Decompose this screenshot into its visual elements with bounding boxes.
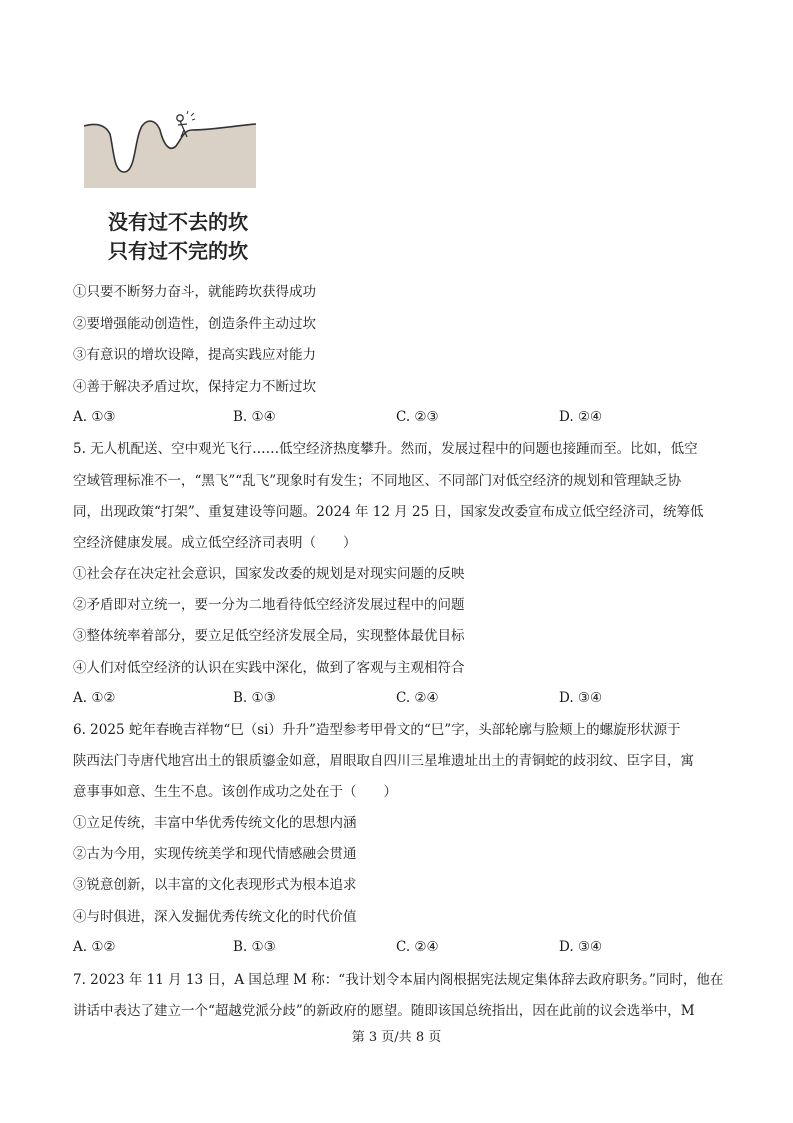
q6-item-2: ②古为今用，实现传统美学和现代情感融会贯通	[73, 846, 357, 862]
q5-stem-1: 5. 无人机配送、空中观光飞行……低空经济热度攀升。然而，发展过程中的问题也接踵而至。比如，低空	[73, 441, 698, 457]
page-number: 第 3 页/共 8 页	[351, 1030, 442, 1045]
q5-stem-2: 空域管理标准不一，“黑飞”“乱飞”现象时有发生；不同地区、不同部门对低空经济的规划和管理缺乏协	[73, 473, 682, 489]
q4-options	[73, 409, 733, 427]
q6-option-b[interactable]: B. ①③	[233, 939, 276, 955]
q5-option-c[interactable]: C. ②④	[396, 690, 439, 706]
q6-option-d[interactable]: D. ③④	[559, 939, 603, 955]
caption-line-1: 没有过不去的坎	[108, 210, 248, 234]
q5-stem-3: 同，出现政策“打架”、重复建设等问题。2024 年 12 月 25 日，国家发改委宣布成立低空经济司，统筹低	[73, 504, 704, 520]
q4-item-1: ①只要不断努力奋斗，就能跨坎获得成功	[73, 284, 316, 300]
q4-option-a[interactable]: A. ①③	[73, 409, 116, 425]
q5-item-2: ②矛盾即对立统一，要一分为二地看待低空经济发展过程中的问题	[73, 597, 465, 613]
q4-item-2: ②要增强能动创造性，创造条件主动过坎	[73, 316, 316, 332]
q7-stem-1: 7. 2023 年 11 月 13 日，A 国总理 M 称：“我计划令本届内阁根据宪法规定集体辞去政府职务。”同时，他在	[73, 972, 724, 988]
q6-option-a[interactable]: A. ①②	[73, 939, 116, 955]
q4-option-d[interactable]: D. ②④	[559, 409, 603, 425]
q5-stem-4: 空经济健康发展。成立低空经济司表明（ ）	[73, 535, 357, 551]
q6-stem-2: 陕西法门寺唐代地宫出土的银质鎏金如意，眉眼取自四川三星堆遗址出土的青铜蛇的歧羽纹、臣字目，寓	[73, 753, 694, 769]
q5-item-3: ③整体统率着部分，要立足低空经济发展全局，实现整体最优目标	[73, 628, 465, 644]
q5-option-d[interactable]: D. ③④	[559, 690, 603, 706]
q7-stem-2: 讲话中表达了建立一个“超越党派分歧”的新政府的愿望。随即该国总统指出，因在此前的议会选举中，M	[73, 1003, 695, 1019]
q6-item-1: ①立足传统，丰富中华优秀传统文化的思想内涵	[73, 815, 357, 831]
cartoon-illustration	[84, 100, 256, 270]
q6-item-4: ④与时俱进，深入发掘优秀传统文化的时代价值	[73, 909, 357, 925]
q4-item-4: ④善于解决矛盾过坎，保持定力不断过坎	[73, 379, 316, 395]
q6-stem-3: 意事事如意、生生不息。该创作成功之处在于（ ）	[73, 784, 397, 800]
q6-option-c[interactable]: C. ②④	[396, 939, 439, 955]
caption-line-2: 只有过不完的坎	[108, 239, 248, 263]
q6-options	[73, 939, 733, 957]
q5-option-a[interactable]: A. ①②	[73, 690, 116, 706]
q5-item-1: ①社会存在决定社会意识，国家发改委的规划是对现实问题的反映	[73, 566, 465, 582]
q4-option-c[interactable]: C. ②③	[396, 409, 439, 425]
q6-stem-1: 6. 2025 蛇年春晚吉祥物“巳（si）升升”造型参考甲骨文的“巳”字，头部轮廓与脸颊上的螺旋形状源于	[73, 722, 681, 738]
q4-option-b[interactable]: B. ①④	[233, 409, 276, 425]
q4-item-3: ③有意识的增坎设障，提高实践应对能力	[73, 347, 316, 363]
q5-option-b[interactable]: B. ①③	[233, 690, 276, 706]
q6-item-3: ③锐意创新，以丰富的文化表现形式为根本追求	[73, 877, 357, 893]
q5-item-4: ④人们对低空经济的认识在实践中深化，做到了客观与主观相符合	[73, 660, 465, 676]
q5-options	[73, 690, 733, 708]
